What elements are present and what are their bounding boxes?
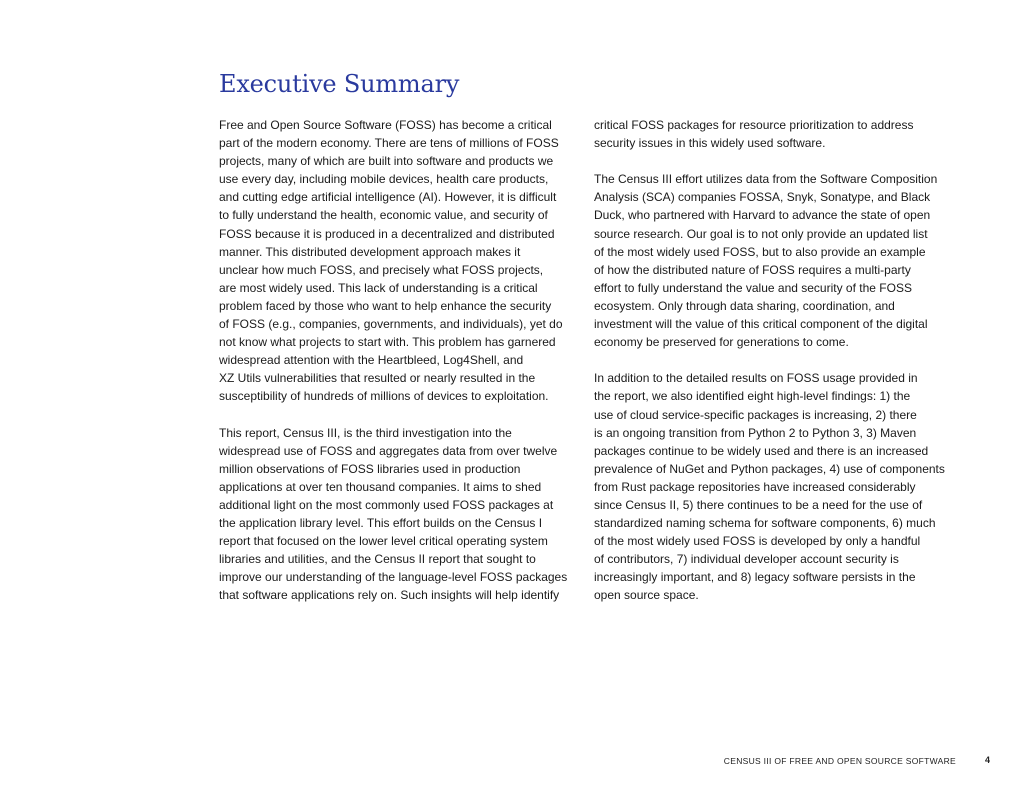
text-line: of the most widely used FOSS, but to also provide an example [594, 244, 926, 259]
text-line: prevalence of NuGet and Python packages, 4) use of components [594, 461, 945, 476]
text-line: increasingly important, and 8) legacy software persists in the [594, 570, 916, 585]
text-line: that software applications rely on. Such insights will help identify [219, 588, 560, 603]
text-line: manner. This distributed development approach makes it [219, 244, 521, 259]
text-line: of contributors, 7) individual developer account security is [594, 552, 899, 567]
text-line: not know what projects to start with. This problem has garnered [219, 335, 556, 350]
text-line: report that focused on the lower level critical operating system [219, 534, 548, 549]
text-line: effort to fully understand the value and security of the FOSS [594, 280, 912, 295]
text-line: problem faced by those who want to help enhance the security [219, 298, 552, 313]
text-line: of the most widely used FOSS is developed by only a handful [594, 534, 921, 549]
paragraph [219, 116, 581, 406]
text-line: improve our understanding of the language-level FOSS packages [219, 570, 568, 585]
text-line: The Census III effort utilizes data from the Software Composition [594, 172, 938, 187]
paragraph [594, 116, 966, 152]
text-line: In addition to the detailed results on FOSS usage provided in [594, 371, 918, 386]
text-line: open source space. [594, 588, 699, 603]
text-line: This report, Census III, is the third investigation into the [219, 425, 512, 440]
text-line: use every day, including mobile devices, health care products, [219, 172, 549, 187]
text-line: are most widely used. This lack of understanding is a critical [219, 280, 538, 295]
text-line: XZ Utils vulnerabilities that resulted or nearly resulted in the [219, 371, 536, 386]
text-line: the report, we also identified eight high-level findings: 1) the [594, 389, 911, 404]
text-line: million observations of FOSS libraries used in production [219, 461, 521, 476]
text-line: additional light on the most commonly used FOSS packages at [219, 497, 554, 512]
text-line: source research. Our goal is to not only provide an updated list [594, 226, 928, 241]
text-line: Free and Open Source Software (FOSS) has become a critical [219, 118, 552, 132]
text-line: of FOSS (e.g., companies, governments, and individuals), yet do [219, 317, 563, 332]
text-line: is an ongoing transition from Python 2 to Python 3, 3) Maven [594, 425, 917, 440]
text-line: susceptibility of hundreds of millions of devices to exploitation. [219, 389, 549, 404]
text-line: part of the modern economy. There are tens of millions of FOSS [219, 136, 559, 151]
paragraph [594, 170, 966, 351]
page-number: 4 [985, 755, 991, 765]
text-line: use of cloud service-specific packages is increasing, 2) there [594, 407, 917, 422]
text-line: since Census II, 5) there continues to be a need for the use of [594, 497, 923, 512]
text-line: the application library level. This effort builds on the Census I [219, 516, 543, 531]
paragraph [594, 369, 966, 604]
paragraph [219, 424, 581, 605]
text-line: widespread use of FOSS and aggregates data from over twelve [219, 443, 558, 458]
text-line: FOSS because it is produced in a decentralized and distributed [219, 226, 555, 241]
text-line: packages continue to be widely used and there is an increased [594, 443, 929, 458]
text-line: security issues in this widely used software. [594, 136, 826, 151]
text-line: from Rust package repositories have increased considerably [594, 479, 916, 494]
text-line: Duck, who partnered with Harvard to advance the state of open [594, 208, 931, 223]
text-line: projects, many of which are built into software and products we [219, 154, 554, 169]
text-line: economy be preserved for generations to come. [594, 335, 849, 350]
page-title: Executive Summary [219, 70, 460, 98]
text-line: to fully understand the health, economic value, and security of [219, 208, 548, 223]
right-column [594, 116, 966, 623]
text-line: widespread attention with the Heartbleed, Log4Shell, and [219, 353, 524, 368]
footer-label: CENSUS III OF FREE AND OPEN SOURCE SOFTWARE [723, 756, 956, 766]
left-column [219, 116, 581, 623]
text-line: unclear how much FOSS, and precisely what FOSS projects, [219, 262, 544, 277]
text-line: critical FOSS packages for resource prioritization to address [594, 118, 914, 132]
text-line: applications at over ten thousand companies. It aims to shed [219, 479, 542, 494]
text-line: ecosystem. Only through data sharing, coordination, and [594, 298, 895, 313]
text-line: of how the distributed nature of FOSS requires a multi-party [594, 262, 911, 277]
text-line: libraries and utilities, and the Census II report that sought to [219, 552, 536, 567]
text-line: standardized naming schema for software components, 6) much [594, 516, 936, 531]
text-line: investment will the value of this critical component of the digital [594, 317, 928, 332]
text-line: Analysis (SCA) companies FOSSA, Snyk, Sonatype, and Black [594, 190, 931, 205]
text-line: and cutting edge artificial intelligence (AI). However, it is difficult [219, 190, 557, 205]
